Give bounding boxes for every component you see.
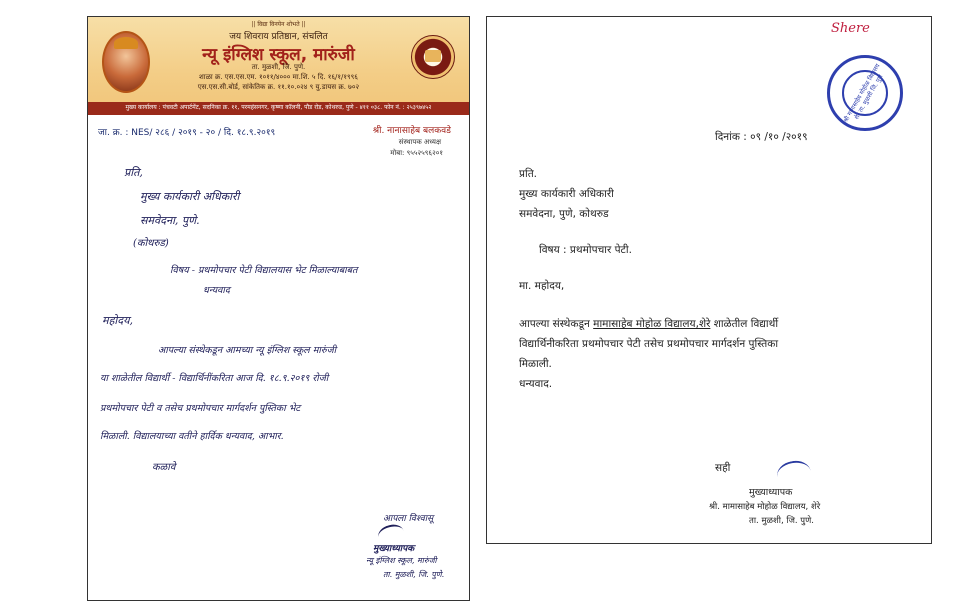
hw-org: समवेदना, पुणे. xyxy=(140,214,200,227)
hw-body-5: कळावे xyxy=(152,462,176,473)
hw-to: प्रति, xyxy=(124,166,143,179)
hw-area: (कोथरुड) xyxy=(133,238,169,249)
hw-sig-place: ता. मुळशी, जि. पुणे. xyxy=(383,570,445,579)
hw-body-3: प्रथमोपचार पेटी व तसेच प्रथमोपचार मार्गदर्शन पुस्तिका भेट xyxy=(100,403,301,414)
letterhead-index: एस.एस.सी.बोर्ड, सांकेतिक क्र. ११.१०.०२४ ९ यु.डायस क्र. ७०२ xyxy=(197,83,360,91)
hw-body-1: आपल्या संस्थेकडून आमच्या न्यू इंग्लिश स्कूल मारुंजी xyxy=(158,345,337,356)
sig-school: श्री. मामासाहेब मोहोळ विद्यालय, शेरे xyxy=(709,502,821,512)
organisation: समवेदना, पुणे, कोथरुड xyxy=(519,208,609,220)
letterhead-trust: जय शिवराय प्रतिष्ठान, संचलित xyxy=(229,32,328,42)
thanks: धन्यवाद. xyxy=(519,378,553,390)
to-line: प्रति. xyxy=(519,168,538,180)
addressee: मुख्य कार्यकारी अधिकारी xyxy=(519,188,614,200)
hw-sig-title: मुख्याध्यापक xyxy=(373,544,415,554)
hw-addressee: मुख्य कार्यकारी अधिकारी xyxy=(140,190,240,203)
chairman-name: श्री. नानासाहेब बलकवडे xyxy=(372,126,451,136)
hw-body-4: मिळाली. विद्यालयाच्या वतीने हार्दिक धन्यवाद, आभार. xyxy=(100,431,284,442)
seal-text: श्री मामासाहेब मोहोळ विद्यालय शेरे ता. मुळशी जि. पुणे xyxy=(842,62,885,124)
body-line-1-pre: आपल्या संस्थेकडून xyxy=(519,318,594,330)
letterhead-code: शाळा क्र. एस.एस.एम. १०११/४००० मा.शि. ५ दि. १६/१/१९९६ xyxy=(199,73,358,81)
body-line-3: मिळाली. xyxy=(519,358,552,370)
letterhead-office: मुख्य कार्यालय : पंचवटी अपार्टमेंट, सदनिका क्र. ११, परमहंसनगर, कृष्णा कॉलनी, पौड रोड, कोथरुड, पुणे - ४११ ०३८. फोन नं. : २५३९७४५२ xyxy=(88,102,469,113)
letterhead-motto: || विद्या विनयेन शोभते || xyxy=(251,21,306,28)
corner-note: Shere xyxy=(831,21,870,36)
hw-closing: आपला विश्वासू xyxy=(383,514,434,524)
body-line-2: विद्यार्थिनीकरिता प्रथमोपचार पेटी तसेच प्रथमोपचार मार्गदर्शन पुस्तिका xyxy=(519,338,779,350)
hw-salutation: महोदय, xyxy=(102,314,133,327)
letterhead xyxy=(88,17,469,115)
salutation: मा. महोदय, xyxy=(519,280,565,292)
body-line-1 xyxy=(519,317,778,331)
body-line-1-post: शाळेतील विद्यार्थी xyxy=(710,318,779,330)
letterhead-school-name: न्यू इंग्लिश स्कूल, मारुंजी xyxy=(202,45,355,65)
chairman-mobile: मोबा: ९५५२५९६२०१ xyxy=(390,149,443,157)
letterhead-address: ता. मुळशी, जि. पुणे. xyxy=(251,63,306,71)
sig-place: ता. मुळशी, जि. पुणे. xyxy=(749,516,814,526)
hw-subject-2: धन्यवाद xyxy=(203,285,230,296)
sign-label: सही xyxy=(715,462,731,474)
sig-title: मुख्याध्यापक xyxy=(749,487,793,498)
right-letter-page xyxy=(486,16,932,544)
reference-number: जा. क्र. : NES/ २८६ / २०१९ - २० / दि. १८.९.२०१९ xyxy=(98,128,276,138)
left-letter-page xyxy=(87,16,470,601)
hw-body-2: या शाळेतील विद्यार्थी - विद्यार्थिनींकरिता आज दि. १८.९.२०१९ रोजी xyxy=(100,373,329,384)
hw-sig-school: न्यू इंग्लिश स्कूल, मारुंजी xyxy=(366,556,437,565)
letter-date: दिनांक : ०९ /१० /२०१९ xyxy=(715,131,808,143)
school-name-underlined: मामासाहेब मोहोळ विद्यालय,शेरे xyxy=(593,318,711,330)
subject: विषय : प्रथमोपचार पेटी. xyxy=(539,244,632,256)
chairman-role: संस्थापक अध्यक्ष xyxy=(398,138,441,146)
hw-subject-1: विषय - प्रथमोपचार पेटी विद्यालयास भेट मिळाल्याबाबत xyxy=(170,265,358,276)
